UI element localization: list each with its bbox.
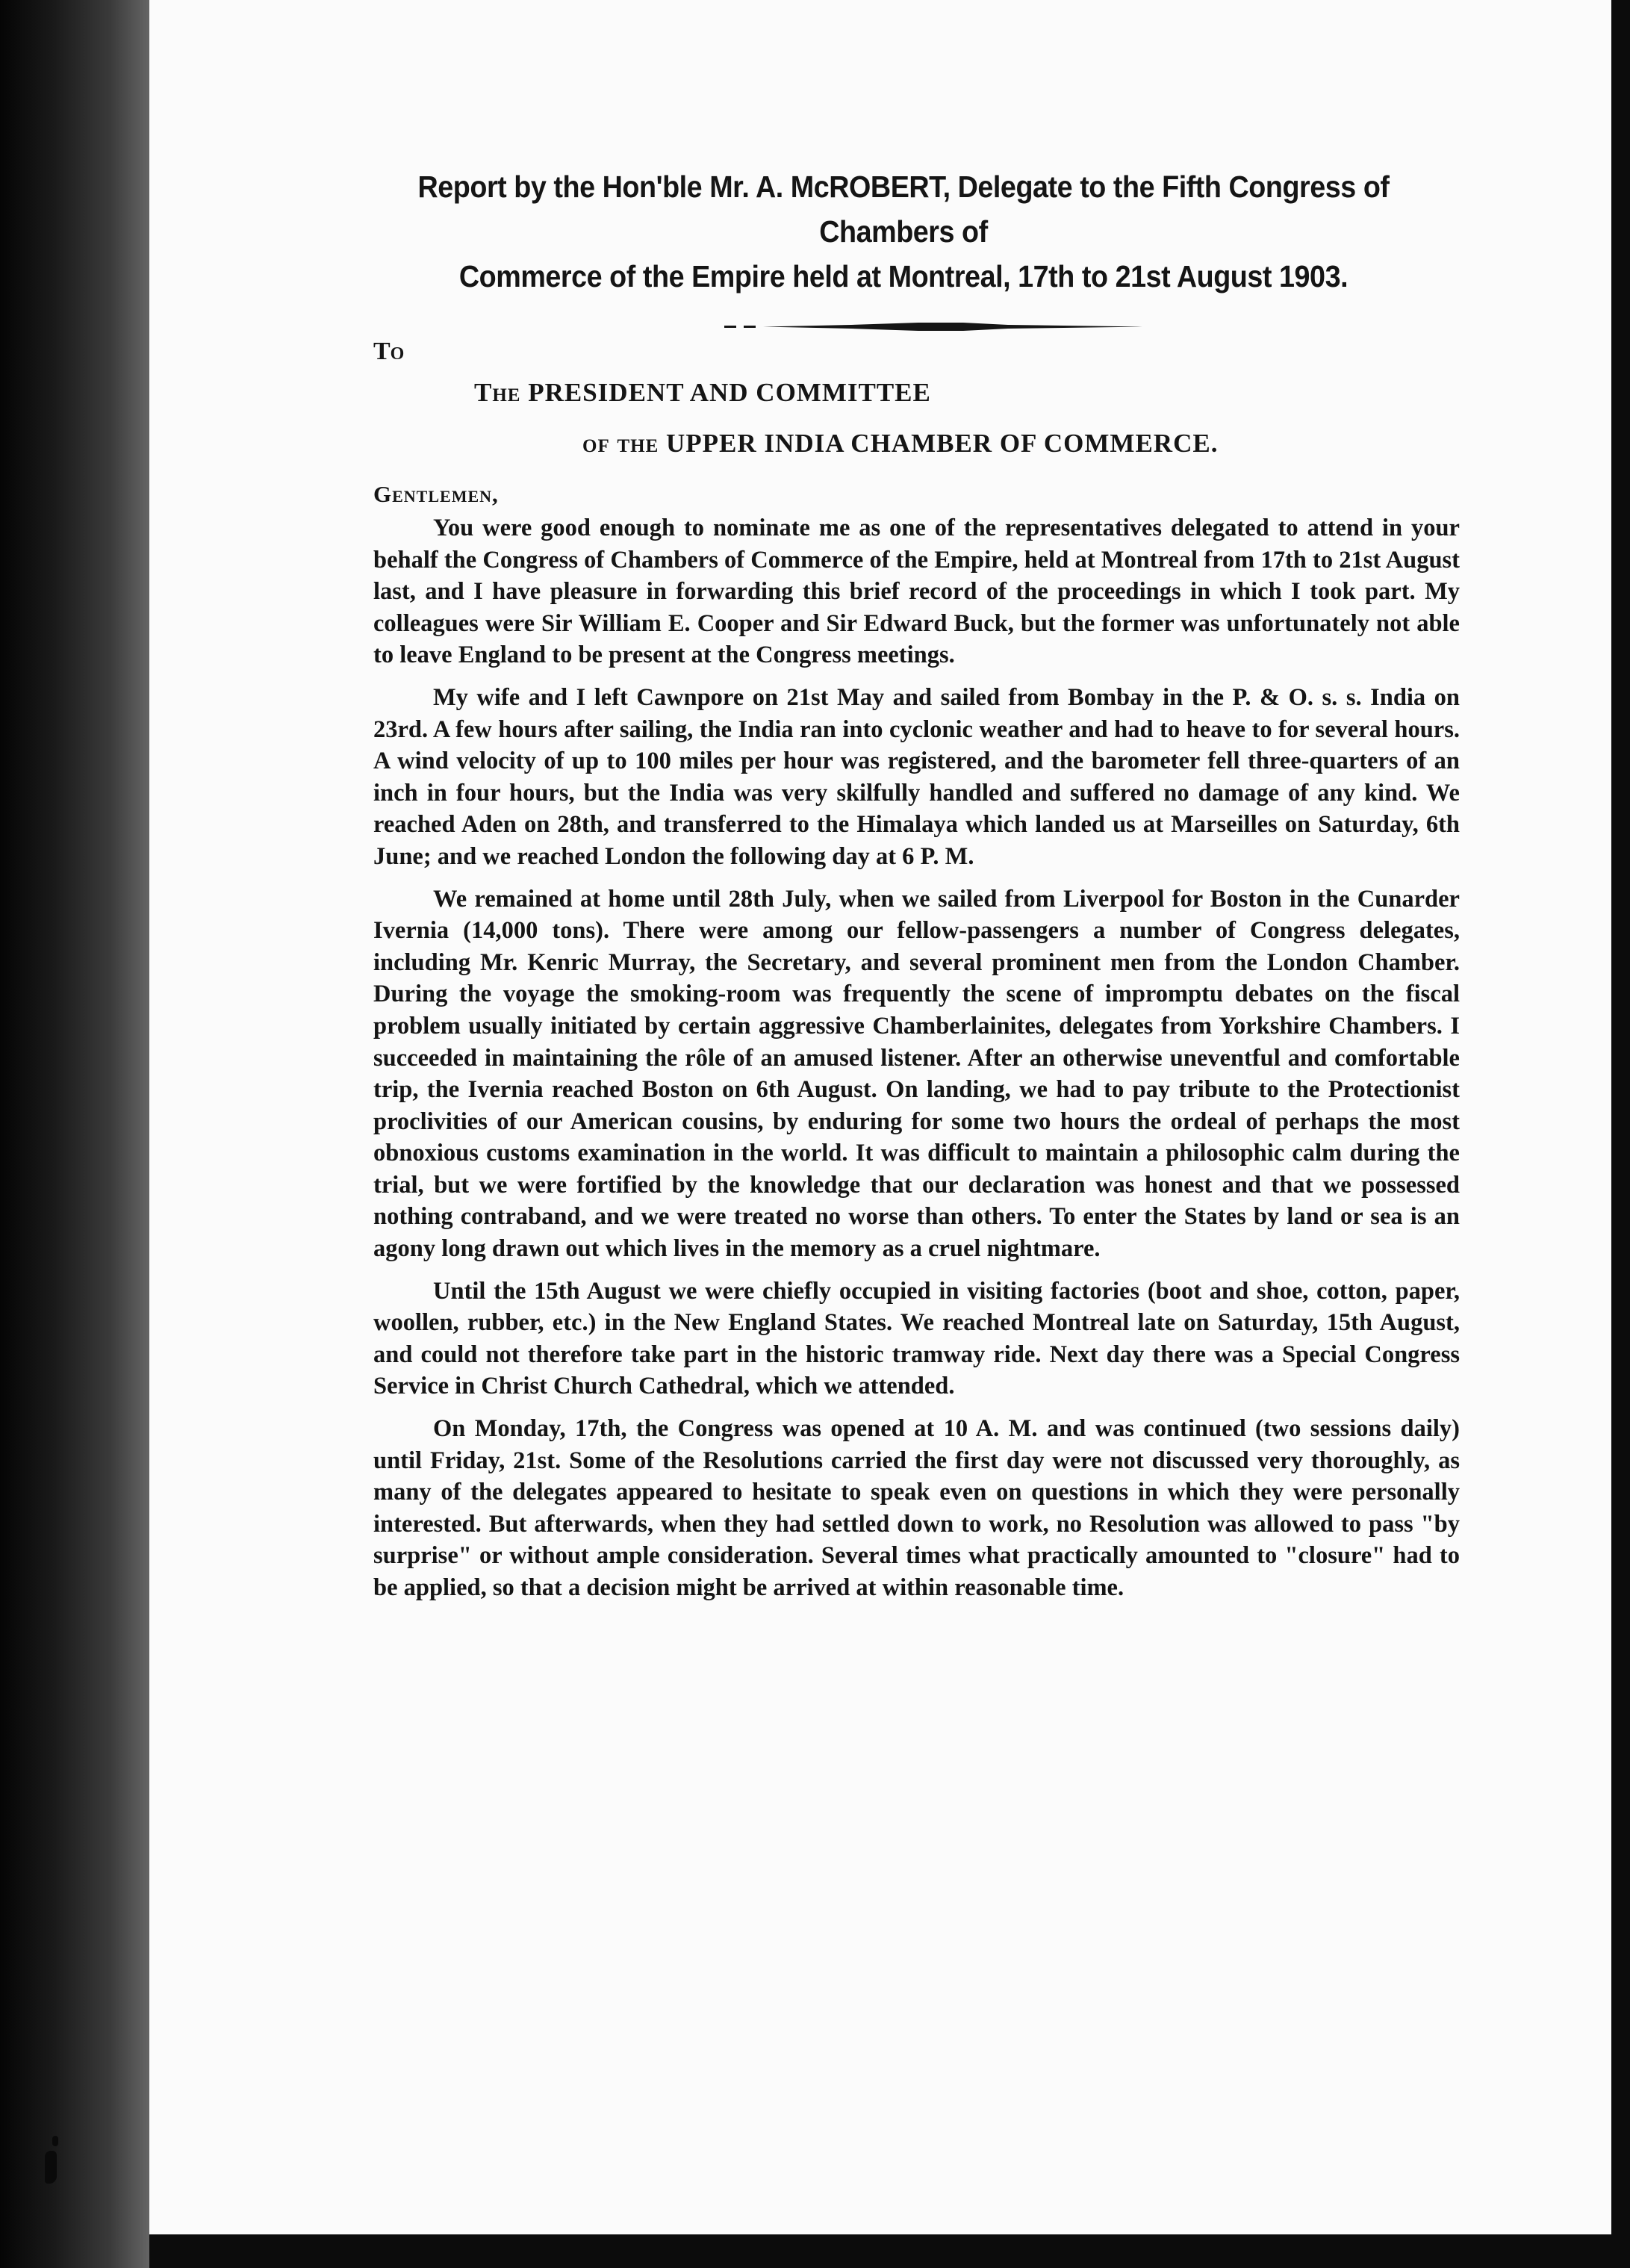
body-paragraph: Until the 15th August we were chiefly occupied in visiting factories (boot and shoe, cotton, paper, woollen, rubber, etc.) in the New England States. We reached Montreal late on Saturday, 15th August, and could not therefore take part in the historic tramway ride. Next day there was a Special Congress Service in Christ Church Cathedral, which we attended. — [373, 1277, 1460, 1400]
report-title-line-2: Commerce of the Empire held at Montreal, 17th to 21st August 1903. — [458, 259, 1349, 293]
body-paragraph: We remained at home until 28th July, when we sailed from Liverpool for Boston in the Cunarder Ivernia (14,000 tons). There were among our fellow-passengers a number of Congress delegates, including Mr. Kenric Murray, the Secretary, and several prominent men from the London Chamber. During the voyage the smoking-room was frequently the scene of impromptu debates on the fiscal problem usually initiated by certain aggressive Chamberlainites, delegates from Yorkshire Chambers. I succeeded in maintaining the rôle of an amused listener. After an otherwise uneventful and comfortable trip, the Ivernia reached Boston on 6th August. On landing, we had to pay tribute to the Protectionist proclivities of our American cousins, by enduring for some two hours the ordeal of perhaps the most obnoxious customs examination in the world. It was difficult to maintain a philosophic calm during the trial, but we were fortified by the knowledge that our declaration was honest and that we possessed nothing contraband, and we were treated no worse than others. To enter the States by land or sea is an agony long drawn out which lives in the memory as a cruel nightmare. — [373, 885, 1460, 1263]
ink-blot — [45, 2151, 57, 2184]
salutation: Gentlemen, — [373, 481, 499, 507]
ornamental-rule — [724, 321, 1142, 332]
page-edge-right — [1611, 0, 1630, 2268]
report-title-line-1: Report by the Hon'ble Mr. A. McROBERT, Delegate to the Fifth Congress of Chambers of — [417, 170, 1390, 249]
to-label: To — [373, 338, 405, 365]
body-paragraph: On Monday, 17th, the Congress was opened at 10 A. M. and was continued (two sessions daily) until Friday, 21st. Some of the Resolutions carried the first day were not discussed very thoroughly, as many of the delegates appeared to hesitate to speak even on questions in which they were personally interested. But afterwards, when they had settled down to work, no Resolution was allowed to pass "by surprise" or without ample consideration. Several times what practically amounted to "closure" had to be applied, so that a decision might be arrived at within reasonable time. — [373, 1415, 1460, 1601]
addressee-line-2: of the UPPER INDIA CHAMBER OF COMMERCE. — [582, 429, 1219, 458]
body-paragraph: My wife and I left Cawnpore on 21st May and sailed from Bombay in the P. & O. s. s. India on 23rd. A few hours after sailing, the India ran into cyclonic weather and had to heave to for several hours. A wind velocity of up to 100 miles per hour was registered, and the barometer fell three-quarters of an inch in four hours, but the India was very skilfully handled and suffered no damage of any kind. We reached Aden on 28th, and transferred to the Himalaya which landed us at Marseilles on Saturday, 6th June; and we reached London the following day at 6 P. M. — [373, 683, 1460, 870]
addressee-line-1: The PRESIDENT AND COMMITTEE — [474, 378, 931, 407]
binding-shadow — [0, 0, 157, 2268]
document-content — [351, 164, 1460, 1604]
ink-blot — [52, 2136, 58, 2146]
page-edge-bottom — [149, 2234, 1630, 2268]
body-paragraph: You were good enough to nominate me as one of the representatives delegated to attend in your behalf the Congress of Chambers of Commerce of the Empire, held at Montreal from 17th to 21st August last, and I have pleasure in forwarding this brief record of the proceedings in which I took part. My colleagues were Sir William E. Cooper and Sir Edward Buck, but the former was unfortunately not able to leave England to be present at the Congress meetings. — [373, 515, 1460, 669]
report-title — [395, 164, 1412, 299]
